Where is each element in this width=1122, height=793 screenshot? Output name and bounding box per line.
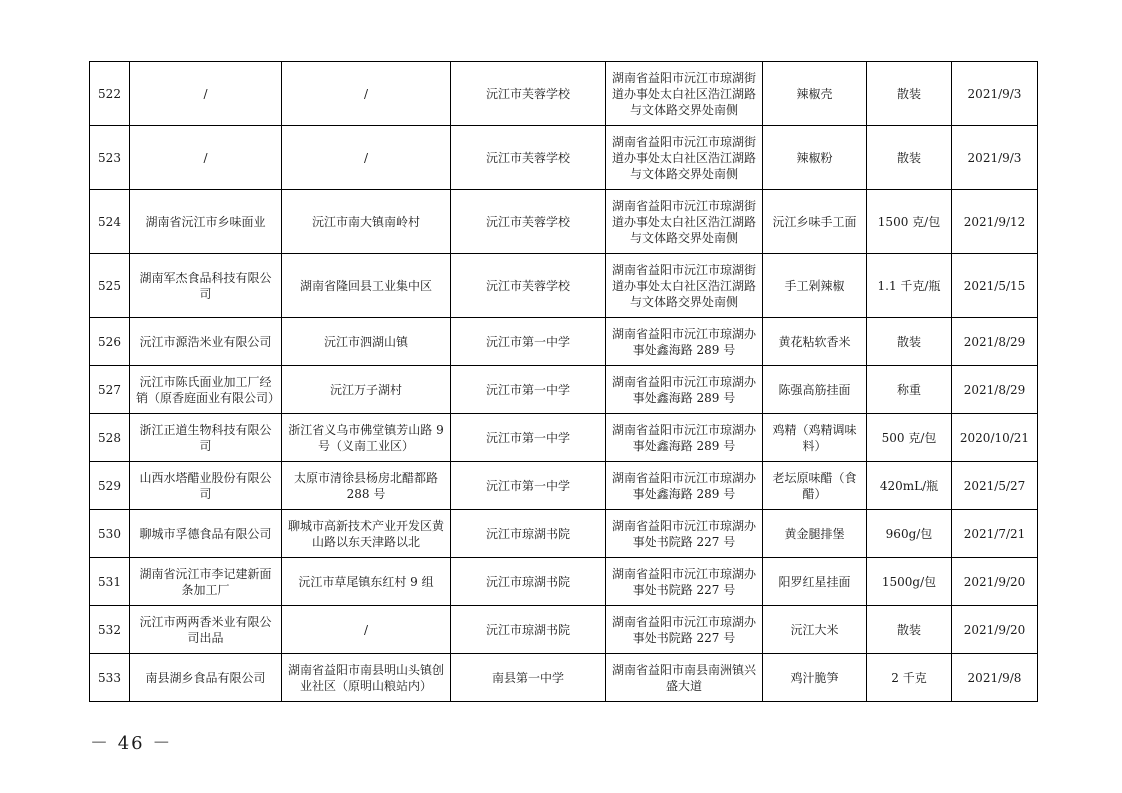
producer-address: 湖南省隆回县工业集中区 — [282, 254, 451, 318]
producer-address: 沅江市草尾镇东红村 9 组 — [282, 558, 451, 606]
product-spec: 1500 克/包 — [867, 190, 952, 254]
producer-address: / — [282, 126, 451, 190]
product-name: 沅江乡味手工面 — [763, 190, 867, 254]
product-spec: 散装 — [867, 126, 952, 190]
sampled-unit: 沅江市芙蓉学校 — [451, 126, 606, 190]
sampled-unit-address: 湖南省益阳市南县南洲镇兴盛大道 — [606, 654, 763, 702]
sampled-unit-address: 湖南省益阳市沅江市琼湖街道办事处太白社区浩江湖路与文体路交界处南侧 — [606, 62, 763, 126]
production-date: 2021/5/27 — [952, 462, 1038, 510]
production-date: 2021/8/29 — [952, 366, 1038, 414]
producer-name: 山西水塔醋业股份有限公司 — [130, 462, 282, 510]
table-row — [90, 62, 1038, 126]
producer-name: 沅江市陈氏面业加工厂经销（原香庭面业有限公司） — [130, 366, 282, 414]
table-row — [90, 462, 1038, 510]
sampled-unit-address: 湖南省益阳市沅江市琼湖办事处鑫海路 289 号 — [606, 366, 763, 414]
production-date: 2021/9/3 — [952, 62, 1038, 126]
product-spec: 960g/包 — [867, 510, 952, 558]
sampled-unit-address: 湖南省益阳市沅江市琼湖办事处鑫海路 289 号 — [606, 318, 763, 366]
product-name: 沅江大米 — [763, 606, 867, 654]
row-number: 531 — [90, 558, 130, 606]
production-date: 2021/9/12 — [952, 190, 1038, 254]
table-row — [90, 254, 1038, 318]
row-number: 524 — [90, 190, 130, 254]
sampled-unit: 沅江市第一中学 — [451, 414, 606, 462]
sampling-results-table — [89, 61, 1038, 702]
producer-name: 浙江正道生物科技有限公司 — [130, 414, 282, 462]
product-name: 鸡精（鸡精调味料） — [763, 414, 867, 462]
sampled-unit-address: 湖南省益阳市沅江市琼湖街道办事处太白社区浩江湖路与文体路交界处南侧 — [606, 126, 763, 190]
product-name: 鸡汁脆笋 — [763, 654, 867, 702]
sampled-unit: 沅江市芙蓉学校 — [451, 254, 606, 318]
row-number: 525 — [90, 254, 130, 318]
product-spec: 散装 — [867, 62, 952, 126]
producer-address: 聊城市高新技术产业开发区黄山路以东天津路以北 — [282, 510, 451, 558]
sampled-unit-address: 湖南省益阳市沅江市琼湖街道办事处太白社区浩江湖路与文体路交界处南侧 — [606, 254, 763, 318]
row-number: 526 — [90, 318, 130, 366]
producer-name: 湖南军杰食品科技有限公司 — [130, 254, 282, 318]
row-number: 530 — [90, 510, 130, 558]
product-name: 陈强高筋挂面 — [763, 366, 867, 414]
sampled-unit: 沅江市琼湖书院 — [451, 606, 606, 654]
sampled-unit-address: 湖南省益阳市沅江市琼湖办事处鑫海路 289 号 — [606, 462, 763, 510]
product-spec: 1.1 千克/瓶 — [867, 254, 952, 318]
page-number: － 46 － — [90, 733, 173, 754]
production-date: 2021/9/8 — [952, 654, 1038, 702]
production-date: 2021/5/15 — [952, 254, 1038, 318]
table-row — [90, 366, 1038, 414]
production-date: 2020/10/21 — [952, 414, 1038, 462]
row-number: 533 — [90, 654, 130, 702]
production-date: 2021/9/3 — [952, 126, 1038, 190]
product-name: 黄花粘软香米 — [763, 318, 867, 366]
product-spec: 1500g/包 — [867, 558, 952, 606]
sampled-unit: 南县第一中学 — [451, 654, 606, 702]
producer-name: 湖南省沅江市乡味面业 — [130, 190, 282, 254]
sampled-unit-address: 湖南省益阳市沅江市琼湖办事处书院路 227 号 — [606, 558, 763, 606]
sampled-unit: 沅江市第一中学 — [451, 366, 606, 414]
producer-address: / — [282, 606, 451, 654]
sampled-unit: 沅江市琼湖书院 — [451, 558, 606, 606]
product-spec: 称重 — [867, 366, 952, 414]
row-number: 528 — [90, 414, 130, 462]
sampled-unit-address: 湖南省益阳市沅江市琼湖办事处鑫海路 289 号 — [606, 414, 763, 462]
table-row — [90, 654, 1038, 702]
table-row — [90, 414, 1038, 462]
sampled-unit: 沅江市第一中学 — [451, 318, 606, 366]
producer-name: 南县湖乡食品有限公司 — [130, 654, 282, 702]
product-spec: 420mL/瓶 — [867, 462, 952, 510]
producer-address: 太原市清徐县杨房北醋都路 288 号 — [282, 462, 451, 510]
sampled-unit-address: 湖南省益阳市沅江市琼湖办事处书院路 227 号 — [606, 510, 763, 558]
producer-address: 沅江万子湖村 — [282, 366, 451, 414]
sampled-unit: 沅江市琼湖书院 — [451, 510, 606, 558]
product-spec: 散装 — [867, 606, 952, 654]
table-row — [90, 318, 1038, 366]
producer-name: / — [130, 62, 282, 126]
product-name: 手工剁辣椒 — [763, 254, 867, 318]
producer-name: 湖南省沅江市李记建新面条加工厂 — [130, 558, 282, 606]
sampled-unit: 沅江市芙蓉学校 — [451, 190, 606, 254]
product-name: 老坛原味醋（食醋） — [763, 462, 867, 510]
producer-address: / — [282, 62, 451, 126]
production-date: 2021/8/29 — [952, 318, 1038, 366]
table-row — [90, 606, 1038, 654]
sampled-unit: 沅江市第一中学 — [451, 462, 606, 510]
table-row — [90, 126, 1038, 190]
producer-address: 沅江市泗湖山镇 — [282, 318, 451, 366]
row-number: 532 — [90, 606, 130, 654]
row-number: 522 — [90, 62, 130, 126]
producer-address: 湖南省益阳市南县明山头镇创业社区（原明山粮站内） — [282, 654, 451, 702]
table-row — [90, 190, 1038, 254]
producer-address: 浙江省义乌市佛堂镇芳山路 9 号（义南工业区） — [282, 414, 451, 462]
row-number: 523 — [90, 126, 130, 190]
sampled-unit: 沅江市芙蓉学校 — [451, 62, 606, 126]
table-row — [90, 510, 1038, 558]
product-spec: 2 千克 — [867, 654, 952, 702]
producer-name: / — [130, 126, 282, 190]
table-row — [90, 558, 1038, 606]
row-number: 527 — [90, 366, 130, 414]
product-spec: 500 克/包 — [867, 414, 952, 462]
product-name: 黄金腿排堡 — [763, 510, 867, 558]
product-spec: 散装 — [867, 318, 952, 366]
producer-address: 沅江市南大镇南岭村 — [282, 190, 451, 254]
production-date: 2021/9/20 — [952, 558, 1038, 606]
product-name: 阳罗红星挂面 — [763, 558, 867, 606]
producer-name: 沅江市源浩米业有限公司 — [130, 318, 282, 366]
product-name: 辣椒粉 — [763, 126, 867, 190]
production-date: 2021/9/20 — [952, 606, 1038, 654]
producer-name: 聊城市孚德食品有限公司 — [130, 510, 282, 558]
producer-name: 沅江市两两香米业有限公司出品 — [130, 606, 282, 654]
product-name: 辣椒壳 — [763, 62, 867, 126]
production-date: 2021/7/21 — [952, 510, 1038, 558]
row-number: 529 — [90, 462, 130, 510]
sampled-unit-address: 湖南省益阳市沅江市琼湖街道办事处太白社区浩江湖路与文体路交界处南侧 — [606, 190, 763, 254]
sampled-unit-address: 湖南省益阳市沅江市琼湖办事处书院路 227 号 — [606, 606, 763, 654]
